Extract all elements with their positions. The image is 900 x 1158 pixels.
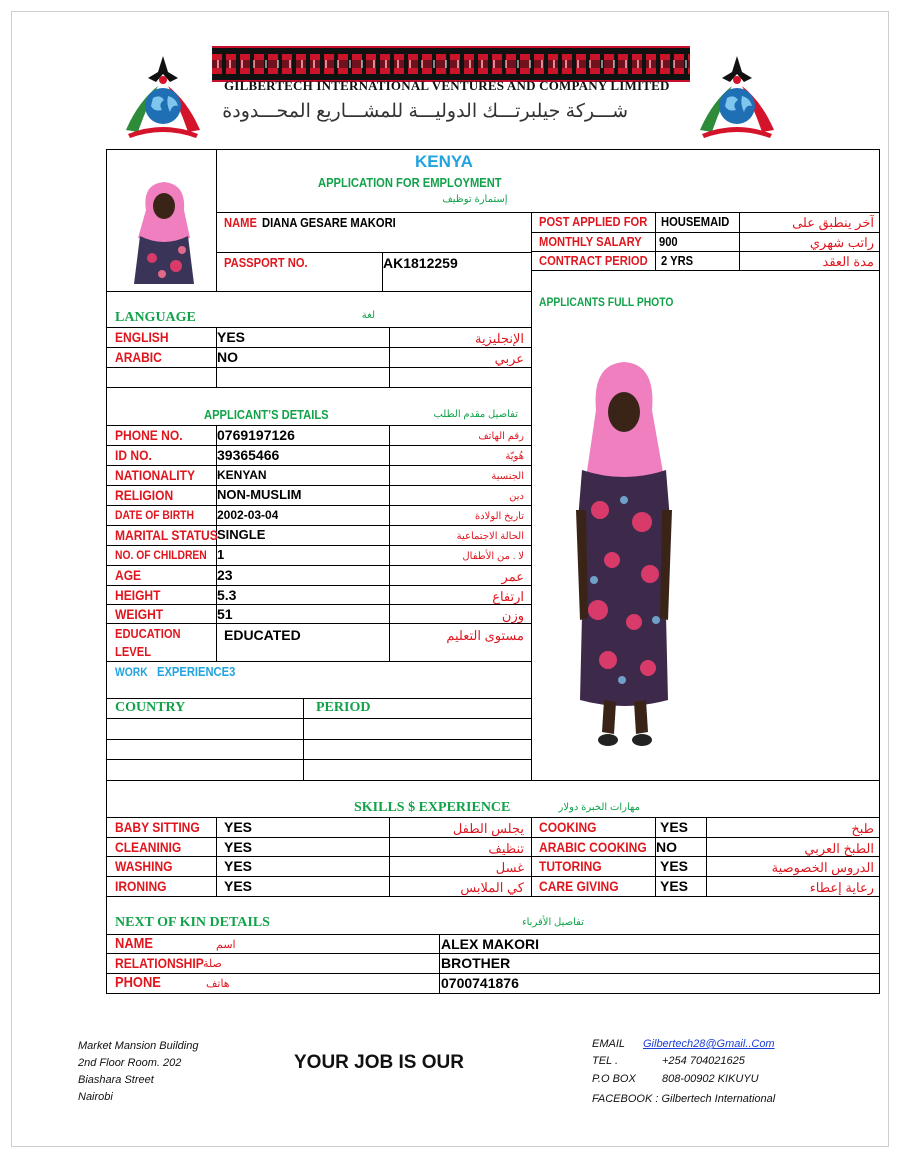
skill-value: YES [660,878,689,894]
skill-label-wrap [115,877,175,896]
kin-title-arabic: تفاصيل الأقرباء [521,917,584,928]
detail-label: PHONE NO. [115,427,183,443]
detail-label-arabic: الجنسية [491,471,524,482]
skill-value: YES [660,858,689,874]
detail-value: KENYAN [217,468,267,482]
pobox-value: 808-00902 KIKUYU [662,1073,759,1085]
contract-label-arabic: مدة العقد [822,254,874,269]
detail-label-wrap [115,605,171,624]
detail-label-arabic: رقم الهاتف [478,431,524,442]
detail-label: AGE [115,567,142,583]
skill-label-arabic: يجلس الطفل [452,821,524,836]
pobox-label: P.O BOX [592,1073,636,1085]
post-label: POST APPLIED FOR [539,214,648,229]
detail-label-wrap [115,566,145,585]
skill-value: NO [656,839,677,855]
detail-label: NATIONALITY [115,467,196,483]
email-link[interactable]: Gilbertech28@Gmail..Com [643,1038,775,1050]
skill-label-wrap [115,818,214,837]
skill-label-arabic: رعاية إعطاء [809,880,874,895]
detail-label: RELIGION [115,487,174,503]
name-label: NAME [224,215,257,230]
detail-value: 23 [217,567,233,583]
kin-label-arabic: صلة [203,958,222,970]
skill-value: YES [660,819,689,835]
kin-value: 0700741876 [441,975,519,991]
skill-label-arabic: الطبخ العربي [804,841,874,856]
detail-label-wrap [115,466,208,485]
skill-label-wrap [115,838,192,857]
detail-value: NON-MUSLIM [217,487,302,502]
detail-label-arabic: تاريخ الولادة [474,511,524,522]
language-value: NO [217,349,238,365]
detail-value: 0769197126 [217,427,295,443]
detail-label-wrap [115,546,225,564]
skill-label: WASHING [115,858,173,874]
detail-label-wrap [115,486,183,505]
company-name: GILBERTECH INTERNATIONAL VENTURES AND COMPANY LIMITED [224,78,670,93]
kin-label: NAME [115,935,153,952]
footer-address [78,1038,198,1106]
work-title-b: EXPERIENCE3 [156,664,235,679]
detail-label: HEIGHT [115,587,161,603]
contract-value: 2 YRS [661,253,694,268]
globe-logo-icon [692,52,782,142]
kin-value: BROTHER [441,955,511,971]
detail-value: 2002-03-04 [217,508,279,522]
detail-label-arabic: ارتفاع [492,589,524,604]
skill-label-wrap [539,818,606,837]
language-value: YES [217,329,246,345]
detail-label: MARITAL STATUS [115,527,218,543]
globe-logo-icon [118,52,208,142]
salary-label-arabic: راتب شهري [809,235,874,250]
kin-label: RELATIONSHIP [115,955,204,971]
company-name-arabic: شـــركة جيلبرتـــك الدوليـــة للمشـــاريع المحـــدودة [222,101,628,122]
country-title: KENYA [415,152,473,171]
detail-label: NO. OF CHILDREN [115,548,207,562]
skill-label-arabic: كي الملابس [460,880,524,895]
education-value: EDUCATED [224,627,301,643]
detail-label-arabic: دين [509,491,524,502]
detail-label-arabic: لا . من الأطفال [462,551,524,562]
skill-label: COOKING [539,819,597,835]
salary-value: 900 [659,234,678,249]
kin-label-wrap [115,935,159,953]
detail-label: DATE OF BIRTH [115,508,194,522]
skills-title: SKILLS $ EXPERIENCE [354,800,511,815]
language-label-arabic: عربي [494,351,524,366]
passport-label: PASSPORT NO. [224,255,308,270]
skill-label-wrap [539,877,632,896]
education-label: EDUCATION [115,626,181,641]
detail-value: SINGLE [217,527,266,542]
kin-title: NEXT OF KIN DETAILS [115,915,270,930]
skill-value: YES [224,878,253,894]
skill-label-arabic: تنظيف [488,841,524,856]
form-title-arabic: إستمارة توظيف [442,194,508,205]
kin-label: PHONE [115,974,161,991]
skills-title-arabic: مهارات الخبرة دولار [558,802,640,813]
language-label-arabic: الإنجليزية [474,331,524,346]
detail-value: 39365466 [217,447,280,463]
details-title: APPLICANT’S DETAILS [204,407,329,422]
skill-label-arabic: غسل [495,860,524,875]
post-value: HOUSEMAID [661,214,730,229]
detail-label-arabic: الحالة الاجتماعية [456,531,524,542]
language-label: ARABIC [115,349,162,365]
salary-label: MONTHLY SALARY [539,234,642,249]
detail-label-wrap [115,586,168,605]
detail-label-wrap [115,506,207,524]
skill-value: YES [224,839,253,855]
detail-value: 1 [217,547,225,562]
skill-label-wrap [539,838,664,857]
language-title: LANGUAGE [115,310,196,325]
form-title: APPLICATION FOR EMPLOYMENT [318,175,502,190]
detail-label-wrap [115,426,194,445]
period-column-header: PERIOD [316,700,371,715]
kin-label-wrap [115,974,168,992]
details-title-arabic: تفاصيل مقدم الطلب [433,409,518,420]
email-label: EMAIL [592,1038,626,1050]
skill-label: CARE GIVING [539,878,619,894]
language-label: ENGLISH [115,329,169,345]
work-title-a: WORK [115,665,148,679]
language-title-arabic: لغة [361,310,375,321]
address-line: Nairobi [78,1091,113,1103]
address-line: 2nd Floor Room. 202 [78,1057,182,1069]
address-line: Biashara Street [78,1074,154,1086]
detail-label: WEIGHT [115,606,164,622]
footer-slogan: YOUR JOB IS OUR [294,1052,464,1073]
address-line: Market Mansion Building [78,1040,199,1052]
detail-label-wrap [115,446,158,465]
skill-label-wrap [539,857,612,876]
skill-label: TUTORING [539,858,602,874]
detail-label: ID NO. [115,447,152,463]
skill-label: BABY SITTING [115,819,200,835]
full-photo-label: APPLICANTS FULL PHOTO [539,295,674,309]
skill-label-arabic: طبخ [851,821,874,836]
country-column-header: COUNTRY [115,700,186,715]
applicant-name: DIANA GESARE MAKORI [261,215,396,230]
post-label-arabic: آخر ينطبق على [792,215,874,230]
header-banner [212,46,690,82]
kin-label-arabic: هاتف [206,978,230,990]
skill-label: CLEANINIG [115,839,182,855]
kin-value: ALEX MAKORI [441,936,539,952]
applicant-portrait [132,178,196,284]
skill-label-arabic: الدروس الخصوصية [771,860,874,875]
skill-value: YES [224,819,253,835]
education-label-arabic: مستوى التعليم [446,628,524,643]
skill-label-wrap [115,857,182,876]
skill-label: IRONING [115,878,167,894]
education-label: LEVEL [115,644,152,659]
contract-label: CONTRACT PERIOD [539,253,648,268]
tel-value: +254 704021625 [662,1055,745,1067]
detail-value: 51 [217,606,233,622]
skill-label: ARABIC COOKING [539,839,647,855]
passport-value: AK1812259 [383,255,458,271]
detail-label-arabic: وزن [501,608,524,623]
detail-value: 5.3 [217,587,237,603]
detail-label-arabic: عمر [501,569,524,584]
facebook-info: FACEBOOK : Gilbertech International [592,1093,776,1105]
applicant-full-photo [572,360,676,752]
detail-label-arabic: هُويّة [505,451,524,462]
skill-value: YES [224,858,253,874]
kin-label-arabic: اسم [216,939,236,951]
tel-label: TEL . [592,1055,619,1067]
